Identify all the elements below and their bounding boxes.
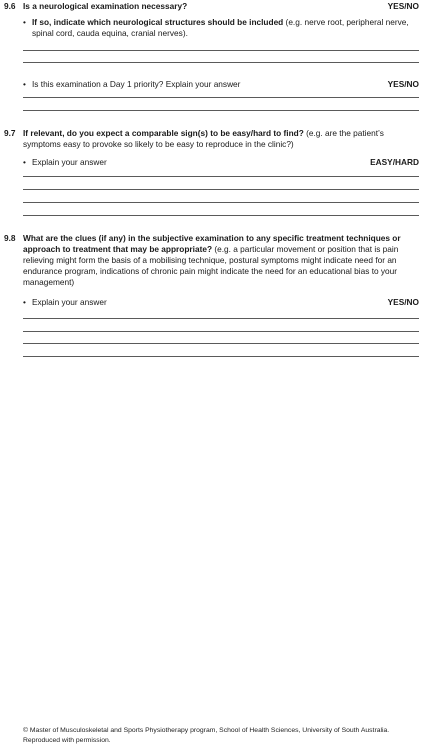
answer-line[interactable] xyxy=(23,215,419,216)
bullet-icon: • xyxy=(23,157,26,167)
bullet-9-6-neuro-structures xyxy=(23,17,419,39)
bullet-icon: • xyxy=(23,297,26,307)
answer-line[interactable] xyxy=(23,176,419,177)
answer-line[interactable] xyxy=(23,202,419,203)
answer-line[interactable] xyxy=(23,343,419,344)
question-9-8-text xyxy=(23,233,415,288)
answer-line[interactable] xyxy=(23,189,419,190)
question-9-7-bold: If relevant, do you expect a comparable sign(s) to be easy/hard to find? xyxy=(23,128,304,138)
question-9-7-text xyxy=(23,128,415,150)
bullet-9-8-explain xyxy=(23,297,419,308)
answer-9-6-day1: YES/NO xyxy=(387,79,419,89)
question-number-9-7: 9.7 xyxy=(4,128,16,138)
answer-line[interactable] xyxy=(23,318,419,319)
answer-9-8: YES/NO xyxy=(387,297,419,307)
question-number-9-8: 9.8 xyxy=(4,233,16,243)
bullet-9-6-day1-priority xyxy=(23,79,419,90)
answer-9-6: YES/NO xyxy=(387,1,419,11)
bullet-icon: • xyxy=(23,17,26,27)
question-9-7-rest: (e.g. are the patient’s symptoms easy to provoke so likely to be easy to reproduce in the clinic?) xyxy=(23,128,384,149)
question-number-9-6: 9.6 xyxy=(4,1,16,11)
bullet-rest-text: (e.g. nerve root, peripheral nerve, spinal cord, cauda equina, cranial nerves). xyxy=(32,17,409,38)
footer-line-2: Reproduced with permission. xyxy=(23,736,111,744)
answer-line[interactable] xyxy=(23,50,419,51)
bullet-text: Is this examination a Day 1 priority? Explain your answer xyxy=(32,79,241,89)
question-9-8-rest: (e.g. a particular movement or position that is pain relieving might form the basis of a mobilising technique, postural symptoms might indicate need for an endurance program, indications of chronic pain might indicate the need for an educational bias to your management) xyxy=(23,244,399,287)
answer-line[interactable] xyxy=(23,97,419,98)
bullet-9-7-explain xyxy=(23,157,419,168)
bullet-bold-text: If so, indicate which neurological structures should be included xyxy=(32,17,284,27)
answer-9-7: EASY/HARD xyxy=(370,157,419,167)
question-9-6-bold: Is a neurological examination necessary? xyxy=(23,1,188,11)
answer-line[interactable] xyxy=(23,110,419,111)
bullet-text xyxy=(32,17,419,39)
bullet-text: Explain your answer xyxy=(32,157,107,167)
question-9-6-text xyxy=(23,1,415,12)
bullet-icon: • xyxy=(23,79,26,89)
answer-line[interactable] xyxy=(23,356,419,357)
question-9-8-bold: What are the clues (if any) in the subjective examination to any specific treatment techniques or approach to treatment that may be appropriate? xyxy=(23,233,401,254)
answer-line[interactable] xyxy=(23,331,419,332)
bullet-text: Explain your answer xyxy=(32,297,107,307)
answer-line[interactable] xyxy=(23,62,419,63)
copyright-footer xyxy=(23,726,415,745)
footer-line-1: © Master of Musculoskeletal and Sports Physiotherapy program, School of Health Sciences, University of South Australia. xyxy=(23,727,390,734)
